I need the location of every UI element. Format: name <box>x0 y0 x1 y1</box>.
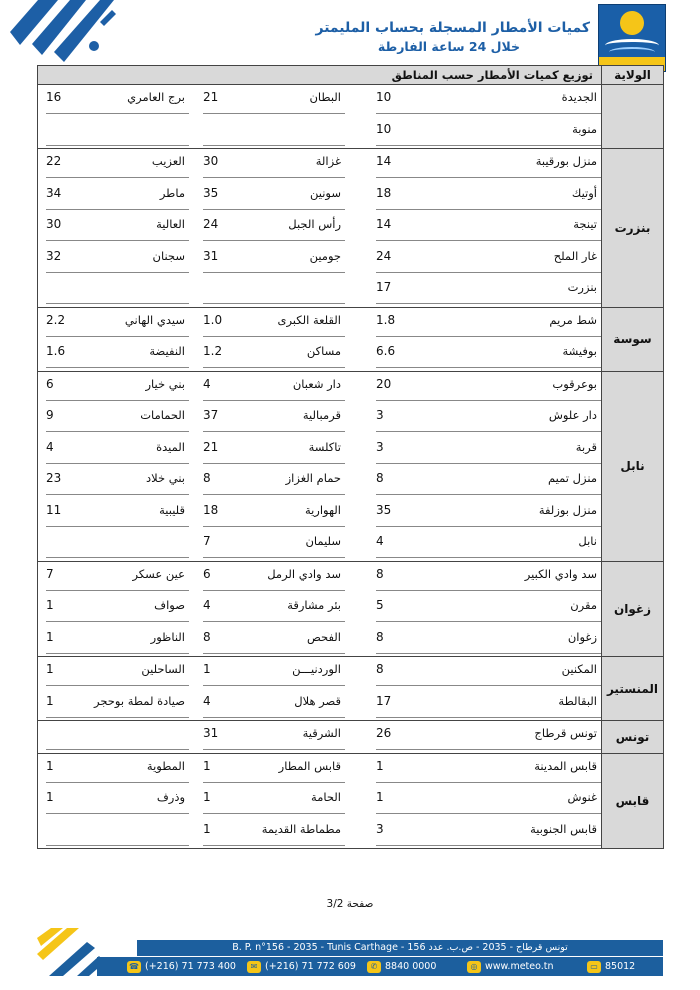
footer-phone: ☎ (+216) 71 773 400 <box>127 957 236 976</box>
station-entry <box>376 725 601 750</box>
station-name: نابل <box>578 534 597 548</box>
station-name: قرمبالية <box>302 408 341 422</box>
station-name: منزل بوزلفة <box>538 502 597 517</box>
rainfall-value: 1 <box>203 821 211 836</box>
station-row-cell <box>38 466 602 498</box>
station-entry <box>46 533 189 558</box>
table-row <box>38 244 664 276</box>
rainfall-value: 1 <box>203 790 211 804</box>
governorate-cell: نابل <box>602 371 664 561</box>
station-name: الساحلين <box>141 662 185 676</box>
phone-icon: ☎ <box>127 961 141 973</box>
station-entry <box>46 566 189 591</box>
rainfall-value: 22 <box>46 154 62 168</box>
station-name: العزيب <box>151 154 185 168</box>
station-name: سجنان <box>152 248 185 263</box>
rainfall-value: 5 <box>376 598 384 612</box>
station-name: غنوش <box>567 790 597 804</box>
station-name: سد وادي الكبير <box>524 566 597 581</box>
table-row <box>38 753 664 785</box>
governorate-cell: المنستير <box>602 657 664 721</box>
rainfall-value: 1 <box>46 629 54 644</box>
station-entry <box>46 407 189 432</box>
station-name: النفيضة <box>149 344 185 358</box>
station-entry <box>376 470 601 495</box>
station-entry <box>376 248 601 273</box>
rainfall-value: 1 <box>376 790 384 804</box>
station-row-cell <box>38 435 602 467</box>
station-row-cell <box>38 785 602 817</box>
station-entry <box>376 216 601 241</box>
station-name: الميدة <box>156 439 185 454</box>
table-row <box>38 721 664 754</box>
station-name: عين عسكر <box>132 566 185 581</box>
station-entry <box>203 597 345 622</box>
rainfall-value: 1.8 <box>376 312 396 327</box>
rainfall-value: 1.2 <box>203 344 223 358</box>
rainfall-value: 8 <box>376 471 384 485</box>
station-name: وذرف <box>156 790 185 804</box>
rainfall-value: 23 <box>46 471 62 485</box>
rainfall-value: 1 <box>376 758 384 773</box>
station-name: منزل تميم <box>548 471 597 485</box>
station-row-cell <box>38 85 602 117</box>
station-entry <box>376 566 601 591</box>
rainfall-value: 7 <box>46 566 54 581</box>
table-row <box>38 593 664 625</box>
station-name: القلعة الكبرى <box>277 312 341 327</box>
station-name: برج العامري <box>127 90 185 104</box>
station-name: قصر هلال <box>294 693 341 708</box>
rainfall-value: 1 <box>203 758 211 773</box>
table-row <box>38 181 664 213</box>
rainfall-value: 18 <box>376 185 392 200</box>
title-line-2: خلال 24 ساعة الفارطة <box>377 39 520 54</box>
table-row <box>38 212 664 244</box>
station-entry <box>376 821 601 846</box>
rainfall-value: 14 <box>376 217 392 231</box>
rainfall-value: 6 <box>203 566 211 581</box>
page-number: صفحة 3/2 <box>326 898 374 910</box>
table-row <box>38 529 664 561</box>
governorate-cell: زغوان <box>602 561 664 657</box>
station-name: الفحص <box>306 629 341 644</box>
station-row-cell <box>38 181 602 213</box>
table-row <box>38 498 664 530</box>
table-row <box>38 339 664 371</box>
station-row-cell <box>38 817 602 849</box>
station-row-cell <box>38 657 602 689</box>
station-entry <box>203 407 345 432</box>
governorate-cell: قابس <box>602 753 664 849</box>
rainfall-value: 3 <box>376 439 384 454</box>
station-name: أوتيك <box>571 185 597 200</box>
station-row-cell <box>38 721 602 754</box>
station-entry <box>376 661 601 686</box>
station-name: بئر مشارقة <box>287 598 341 612</box>
station-entry <box>46 376 189 401</box>
table-row <box>38 117 664 149</box>
station-name: الناظور <box>150 629 185 644</box>
station-name: جومين <box>309 248 341 263</box>
station-name: دار علوش <box>548 408 597 422</box>
rainfall-value: 26 <box>376 726 392 740</box>
rainfall-value: 21 <box>203 90 219 104</box>
station-entry <box>203 789 345 814</box>
station-entry <box>203 216 345 241</box>
station-row-cell <box>38 117 602 149</box>
station-name: قابس المطار <box>278 758 341 773</box>
station-name: الحمامات <box>140 408 185 422</box>
table-row <box>38 657 664 689</box>
station-name: البقالطة <box>558 693 597 708</box>
station-entry <box>46 279 189 304</box>
footer-contacts <box>97 957 663 976</box>
station-entry <box>376 597 601 622</box>
station-name: بوعرقوب <box>552 376 597 391</box>
station-name: غزالة <box>315 154 341 168</box>
footer-website[interactable]: ◎ www.meteo.tn <box>467 957 554 976</box>
rainfall-value: 16 <box>46 90 62 104</box>
station-entry <box>376 439 601 464</box>
station-entry <box>203 279 345 304</box>
rainfall-value: 34 <box>46 185 62 200</box>
governorate-cell: تونس <box>602 721 664 754</box>
rainfall-value: 9 <box>46 408 54 422</box>
station-name: منزل بورقيبة <box>535 154 597 168</box>
station-name: المكنين <box>561 662 597 676</box>
rainfall-value: 8 <box>376 662 384 676</box>
station-row-cell <box>38 403 602 435</box>
station-name: مطماطة القديمة <box>261 821 341 836</box>
station-entry <box>203 185 345 210</box>
station-name: تاكلسة <box>308 439 341 454</box>
station-entry <box>46 343 189 368</box>
station-name: سونين <box>309 185 341 200</box>
station-entry <box>46 121 189 146</box>
table-row <box>38 85 664 117</box>
table-row <box>38 403 664 435</box>
table-row <box>38 689 664 721</box>
station-entry <box>203 502 345 527</box>
station-name: دار شعبان <box>292 376 341 391</box>
rainfall-value: 4 <box>203 376 211 391</box>
station-entry <box>46 470 189 495</box>
station-entry <box>46 693 189 718</box>
station-entry <box>376 789 601 814</box>
station-name: قليبية <box>159 502 185 517</box>
station-entry <box>203 758 345 783</box>
table-row <box>38 371 664 403</box>
document-title <box>220 20 590 54</box>
rainfall-value: 1.6 <box>46 344 66 358</box>
station-row-cell <box>38 593 602 625</box>
station-entry <box>376 693 601 718</box>
station-name: مقرن <box>570 598 597 612</box>
rainfall-value: 21 <box>203 439 219 454</box>
station-name: البطان <box>309 90 341 104</box>
station-name: قربة <box>575 439 597 454</box>
table-row <box>38 275 664 307</box>
station-entry <box>46 502 189 527</box>
rainfall-value: 24 <box>203 217 219 231</box>
rainfall-value: 4 <box>46 439 54 454</box>
rainfall-value: 3 <box>376 408 384 422</box>
station-entry <box>376 89 601 114</box>
meteo-logo <box>598 4 666 72</box>
rainfall-value: 6.6 <box>376 344 396 358</box>
rainfall-value: 31 <box>203 726 219 740</box>
station-entry <box>376 376 601 401</box>
rainfall-value: 11 <box>46 502 62 517</box>
rainfall-value: 35 <box>376 502 392 517</box>
fax-icon: ✉ <box>247 961 261 973</box>
rainfall-value: 1 <box>46 693 54 708</box>
station-name: حمام الغزاز <box>285 471 341 485</box>
station-entry <box>203 312 345 337</box>
station-name: صيادة لمطة بوحجر <box>94 693 185 708</box>
corner-stripes-decoration <box>0 0 140 70</box>
station-row-cell <box>38 689 602 721</box>
footer-sms: ▭ 85012 <box>587 957 635 976</box>
station-entry <box>203 248 345 273</box>
station-name: سليمان <box>305 534 341 548</box>
station-entry <box>203 693 345 718</box>
rainfall-value: 18 <box>203 502 219 517</box>
table-row <box>38 625 664 657</box>
station-name: تونس قرطاج <box>534 726 597 740</box>
station-name: منوبة <box>572 121 597 136</box>
station-row-cell <box>38 307 602 339</box>
station-entry <box>376 185 601 210</box>
station-row-cell <box>38 498 602 530</box>
station-row-cell <box>38 529 602 561</box>
station-entry <box>376 279 601 304</box>
rainfall-value: 32 <box>46 248 62 263</box>
footer <box>37 928 663 976</box>
station-entry <box>376 502 601 527</box>
station-entry <box>46 185 189 210</box>
station-name: بنزرت <box>567 280 597 294</box>
rainfall-value: 14 <box>376 154 392 168</box>
station-entry <box>46 216 189 241</box>
station-row-cell <box>38 149 602 181</box>
rainfall-value: 37 <box>203 408 219 422</box>
rainfall-value: 7 <box>203 534 211 548</box>
station-entry <box>203 533 345 558</box>
table-row <box>38 466 664 498</box>
table-row <box>38 561 664 593</box>
rainfall-value: 1.0 <box>203 312 223 327</box>
station-entry <box>376 153 601 178</box>
station-row-cell <box>38 625 602 657</box>
station-entry <box>203 343 345 368</box>
station-entry <box>376 758 601 783</box>
station-row-cell <box>38 561 602 593</box>
table-row <box>38 149 664 181</box>
title-line-1: كميات الأمطار المسجلة بحساب المليمتر <box>315 20 590 36</box>
station-entry <box>376 312 601 337</box>
station-name: رأس الجبل <box>288 217 341 231</box>
station-name: الجديدة <box>561 90 597 104</box>
governorate-cell: بنزرت <box>602 149 664 308</box>
table-row <box>38 435 664 467</box>
rainfall-value: 4 <box>376 534 384 548</box>
rainfall-table <box>37 65 664 849</box>
station-entry <box>203 725 345 750</box>
rainfall-value: 30 <box>203 154 219 168</box>
station-row-cell <box>38 275 602 307</box>
rainfall-value: 10 <box>376 121 392 136</box>
station-entry <box>203 821 345 846</box>
rainfall-value: 1 <box>46 598 54 612</box>
governorate-cell: سوسة <box>602 307 664 371</box>
sms-icon: ▭ <box>587 961 601 973</box>
station-entry <box>376 533 601 558</box>
station-entry <box>376 343 601 368</box>
station-name: الوردنيـــن <box>292 662 341 676</box>
station-name: قابس المدينة <box>534 758 597 773</box>
sun-icon <box>620 11 644 35</box>
station-name: قابس الجنوبية <box>530 821 597 836</box>
station-name: بني خيار <box>145 376 185 391</box>
footer-short-number: ✆ 8840 0000 <box>367 957 436 976</box>
station-entry <box>376 629 601 654</box>
station-name: غار الملح <box>553 248 597 263</box>
rainfall-value: 1 <box>203 662 211 676</box>
rainfall-value: 8 <box>376 566 384 581</box>
distribution-header: توزيع كميات الأمطار حسب المناطق <box>38 66 602 85</box>
station-entry <box>203 629 345 654</box>
station-name: صواف <box>154 598 185 612</box>
station-name: الهوارية <box>304 502 341 517</box>
station-entry <box>203 439 345 464</box>
station-name: زغوان <box>567 629 597 644</box>
station-entry <box>46 597 189 622</box>
table-row <box>38 307 664 339</box>
station-entry <box>376 121 601 146</box>
rainfall-value: 20 <box>376 376 392 391</box>
station-row-cell <box>38 371 602 403</box>
station-name: الحامة <box>311 790 341 804</box>
rainfall-value: 8 <box>376 629 384 644</box>
station-entry <box>46 312 189 337</box>
table-row <box>38 785 664 817</box>
rainfall-value: 6 <box>46 376 54 391</box>
footer-address: B. P. n°156 - 2035 - Tunis Carthage - تونس قرطاج - 2035 - ص.ب. عدد 156 <box>137 940 663 956</box>
rainfall-value: 8 <box>203 471 211 485</box>
station-entry <box>203 121 345 146</box>
rainfall-value: 1 <box>46 758 54 773</box>
rainfall-value: 1 <box>46 790 54 804</box>
station-entry <box>46 661 189 686</box>
station-name: سيدي الهاني <box>124 312 185 327</box>
station-entry <box>46 248 189 273</box>
rainfall-value: 30 <box>46 217 62 231</box>
rainfall-value: 17 <box>376 693 392 708</box>
station-name: الشرقية <box>302 726 341 740</box>
station-entry <box>203 376 345 401</box>
rainfall-value: 4 <box>203 598 211 612</box>
station-entry <box>203 89 345 114</box>
rainfall-value: 4 <box>203 693 211 708</box>
station-row-cell <box>38 212 602 244</box>
station-entry <box>376 407 601 432</box>
rainfall-value: 8 <box>203 629 211 644</box>
rainfall-value: 31 <box>203 248 219 263</box>
table-row <box>38 817 664 849</box>
station-entry <box>203 470 345 495</box>
station-name: سد وادي الرمل <box>267 566 341 581</box>
station-entry <box>46 758 189 783</box>
station-entry <box>46 789 189 814</box>
station-name: شط مريم <box>549 312 597 327</box>
station-name: العالية <box>156 217 185 231</box>
rainfall-value: 1 <box>46 662 54 676</box>
station-entry <box>46 89 189 114</box>
station-entry <box>46 439 189 464</box>
station-name: مساكن <box>306 344 341 358</box>
rainfall-value: 10 <box>376 90 392 104</box>
station-entry <box>203 566 345 591</box>
rainfall-value: 24 <box>376 248 392 263</box>
rainfall-value: 2.2 <box>46 312 66 327</box>
station-entry <box>203 661 345 686</box>
station-row-cell <box>38 753 602 785</box>
station-name: المطوية <box>146 758 185 773</box>
rainfall-value: 3 <box>376 821 384 836</box>
governorate-cell <box>602 85 664 149</box>
rainfall-value: 35 <box>203 185 219 200</box>
station-entry <box>46 821 189 846</box>
station-entry <box>46 725 189 750</box>
globe-icon: ◎ <box>467 961 481 973</box>
rainfall-value: 17 <box>376 280 392 294</box>
station-name: ماطر <box>159 185 185 200</box>
station-name: بني خلاد <box>145 471 185 485</box>
station-entry <box>203 153 345 178</box>
station-row-cell <box>38 244 602 276</box>
station-name: تينجة <box>573 217 597 231</box>
station-row-cell <box>38 339 602 371</box>
call-icon: ✆ <box>367 961 381 973</box>
station-entry <box>46 629 189 654</box>
station-entry <box>46 153 189 178</box>
footer-fax: ✉ (+216) 71 772 609 <box>247 957 356 976</box>
governorate-header: الولاية <box>602 66 664 85</box>
station-name: بوفيشة <box>562 344 597 358</box>
